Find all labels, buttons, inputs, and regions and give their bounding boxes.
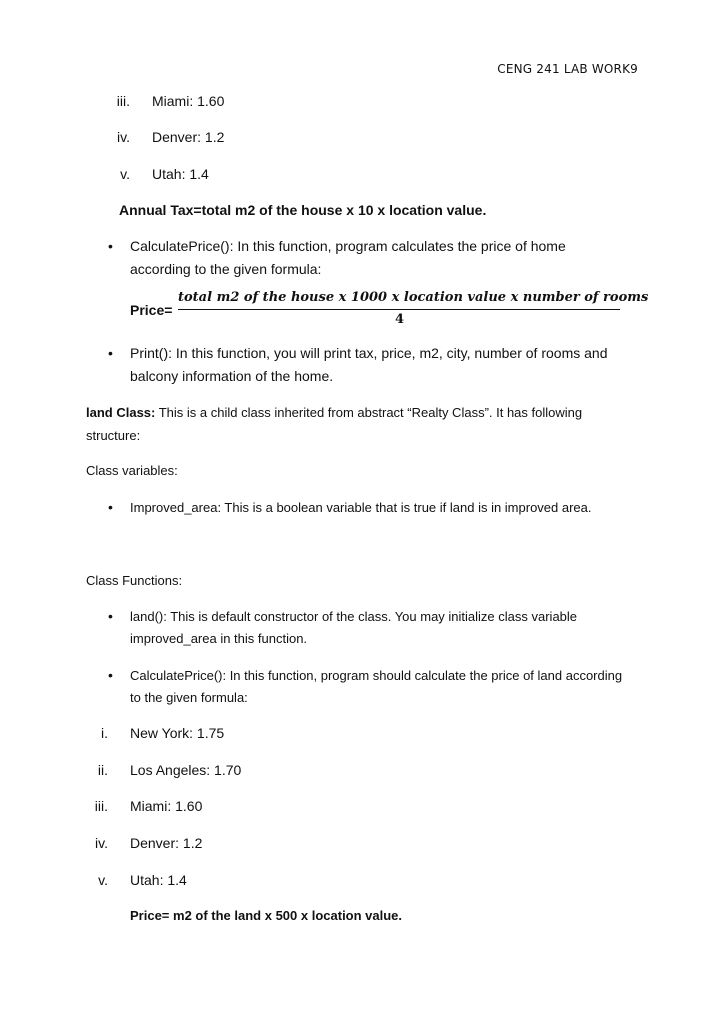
bullet-text-line: according to the given formula: [130,261,322,277]
class-variables-heading: Class variables: [86,463,178,478]
class-functions-heading: Class Functions: [86,573,183,588]
list-item: Miami: 1.60 [152,93,225,109]
list-item: Denver: 1.2 [130,835,203,851]
bullet-text-line: CalculatePrice(): In this function, program calculates the price of home [130,238,566,254]
list-number: iv. [117,129,130,145]
list-item: Denver: 1.2 [152,129,225,145]
list-number: v. [98,872,108,888]
formula-label: Price= [130,302,173,318]
list-number: iv. [95,835,108,851]
land-class-intro [86,405,582,420]
list-number: iii. [94,798,108,814]
land-price-formula: Price= m2 of the land x 500 x location value. [130,908,403,923]
formula-denominator: 4 [395,312,405,327]
land-class-description: This is a child class inherited from abstract “Realty Class”. It has following [155,405,583,420]
bullet-icon: • [108,608,113,624]
bullet-text-line: balcony information of the home. [130,368,334,384]
bullet-text-line: Print(): In this function, you will print tax, price, m2, city, number of rooms and [130,345,608,361]
land-class-title: land Class: [86,405,156,420]
bullet-text-line: to the given formula: [130,690,248,705]
formula-numerator: total m2 of the house x 1000 x location value x number of rooms [178,290,649,305]
bullet-text-line: improved_area in this function. [130,631,308,646]
list-item: Los Angeles: 1.70 [130,762,242,778]
list-number: ii. [97,762,108,778]
list-number: iii. [116,93,130,109]
bullet-text-line: CalculatePrice(): In this function, program should calculate the price of land according [130,668,623,683]
page-header: CENG 241 LAB WORK9 [497,62,638,76]
list-item: Miami: 1.60 [130,798,203,814]
fraction-bar [178,309,620,310]
list-number: v. [120,166,130,182]
class-variable-item: Improved_area: This is a boolean variable that is true if land is in improved area. [130,500,592,515]
list-item: Utah: 1.4 [130,872,187,888]
list-item: Utah: 1.4 [152,166,209,182]
list-item: New York: 1.75 [130,725,225,741]
list-number: i. [101,725,108,741]
bullet-icon: • [108,667,113,683]
annual-tax-formula: Annual Tax=total m2 of the house x 10 x location value. [119,202,487,218]
bullet-icon: • [108,345,113,361]
land-class-description-cont: structure: [86,428,141,443]
bullet-text-line: land(): This is default constructor of the class. You may initialize class variable [130,609,578,624]
bullet-icon: • [108,499,113,515]
bullet-icon: • [108,238,113,254]
